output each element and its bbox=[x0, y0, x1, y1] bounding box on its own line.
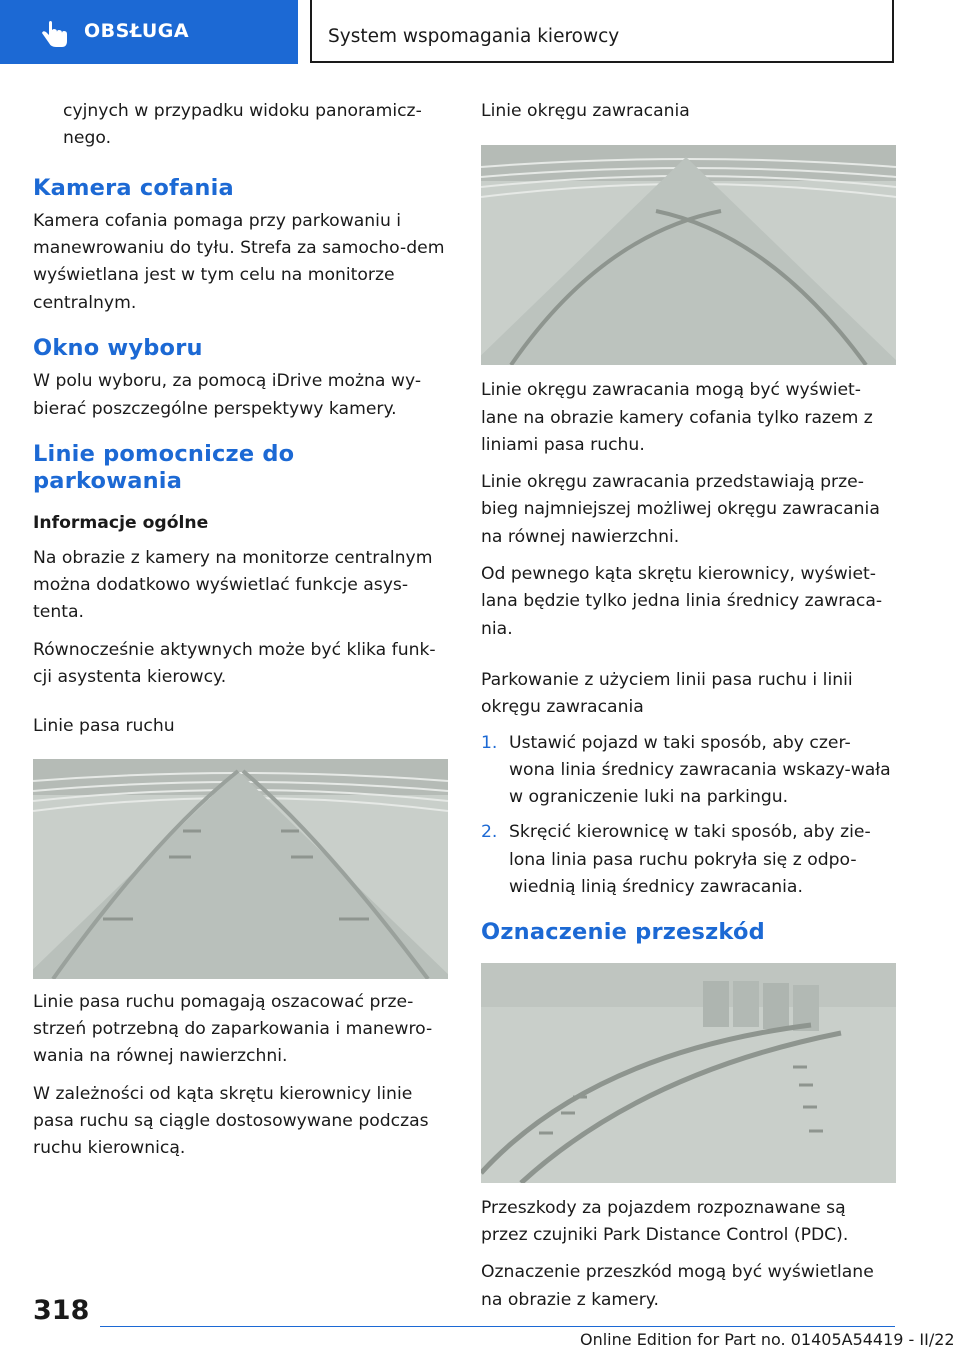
turning-lines-para1: Linie okręgu zawracania mogą być wyświet-lane na obrazie kamery cofania tylko razem z liniami pasa ruchu. bbox=[481, 380, 873, 455]
selection-window-text: W polu wyboru, za pomocą iDrive można wy-bierać poszczególne perspektywy kamery. bbox=[33, 371, 422, 419]
parking-lines-heading: Linie pomocnicze do parkowania bbox=[33, 440, 295, 495]
left-column bbox=[33, 98, 448, 1172]
parking-steps-list bbox=[481, 730, 896, 902]
obstacles-figure bbox=[481, 963, 896, 1183]
selection-window-heading: Okno wyboru bbox=[33, 335, 203, 362]
obstacles-para2: Oznaczenie przeszkód mogą być wyświetlane na obrazie z kamery. bbox=[481, 1262, 874, 1310]
step-text: Skręcić kierownicę w taki sposób, aby zie-lona linia pasa ruchu pokryła się z odpo-wiednią linią średnicy zawracania. bbox=[509, 822, 871, 898]
chapter-title: System wspomagania kierowcy bbox=[328, 26, 620, 47]
general-info-para1: Na obrazie z kamery na monitorze centralnym można dodatkowo wyświetlać funkcje asys-tenta. bbox=[33, 547, 433, 623]
section-tab bbox=[0, 0, 298, 64]
step-number: 1. bbox=[481, 732, 498, 753]
chapter-header bbox=[310, 0, 894, 63]
rear-camera-heading: Kamera cofania bbox=[33, 174, 234, 201]
page-number: 318 bbox=[33, 1295, 90, 1326]
lane-lines-para1: Linie pasa ruchu pomagają oszacować prze-strzeń potrzebną do zaparkowania i manewro-wania na równej nawierzchni. bbox=[33, 991, 433, 1067]
rear-camera-text: Kamera cofania pomaga przy parkowaniu i manewrowaniu do tyłu. Strefa za samocho-dem wyświetlana jest w tym celu na monitorze centralnym. bbox=[33, 210, 445, 313]
general-info-para2: Równocześnie aktywnych może być klika funk-cji asystenta kierowcy. bbox=[33, 639, 436, 688]
obstacles-para1: Przeszkody za pojazdem rozpoznawane są przez czujniki Park Distance Control (PDC). bbox=[481, 1197, 849, 1245]
lane-lines-figure bbox=[33, 759, 448, 979]
section-label: OBSŁUGA bbox=[84, 20, 190, 42]
continuation-text: cyjnych w przypadku widoku panoramicz-nego. bbox=[63, 101, 422, 149]
edition-text: Online Edition for Part no. 01405A54419 - II/22 bbox=[580, 1330, 955, 1349]
obstacles-heading: Oznaczenie przeszkód bbox=[481, 919, 765, 946]
step-number: 2. bbox=[481, 822, 498, 843]
footer-divider bbox=[100, 1326, 895, 1327]
turning-lines-para2: Linie okręgu zawracania przedstawiają prze-bieg najmniejszej możliwej okręgu zawracania na równej nawierzchni. bbox=[481, 472, 880, 547]
right-column bbox=[481, 98, 896, 1324]
list-item bbox=[481, 730, 896, 812]
turning-lines-para3: Od pewnego kąta skrętu kierownicy, wyświet-lana będzie tylko jedna linia średnicy zawraca-nia. bbox=[481, 564, 883, 639]
parking-procedure-subheading: Parkowanie z użyciem linii pasa ruchu i linii okręgu zawracania bbox=[481, 669, 853, 718]
general-info-subheading: Informacje ogólne bbox=[33, 512, 209, 533]
turning-lines-subheading: Linie okręgu zawracania bbox=[481, 101, 690, 121]
lane-lines-subheading: Linie pasa ruchu bbox=[33, 716, 175, 737]
lane-lines-para2: W zależności od kąta skrętu kierownicy linie pasa ruchu są ciągle dostosowywane podczas ruchu kierownicą. bbox=[33, 1083, 429, 1159]
turning-lines-figure bbox=[481, 145, 896, 365]
list-item bbox=[481, 819, 896, 901]
step-text: Ustawić pojazd w taki sposób, aby czer-wona linia średnicy zawracania wskazy-wała w ograniczenie luki na parkingu. bbox=[509, 732, 891, 808]
hand-pointer-icon bbox=[40, 21, 70, 49]
